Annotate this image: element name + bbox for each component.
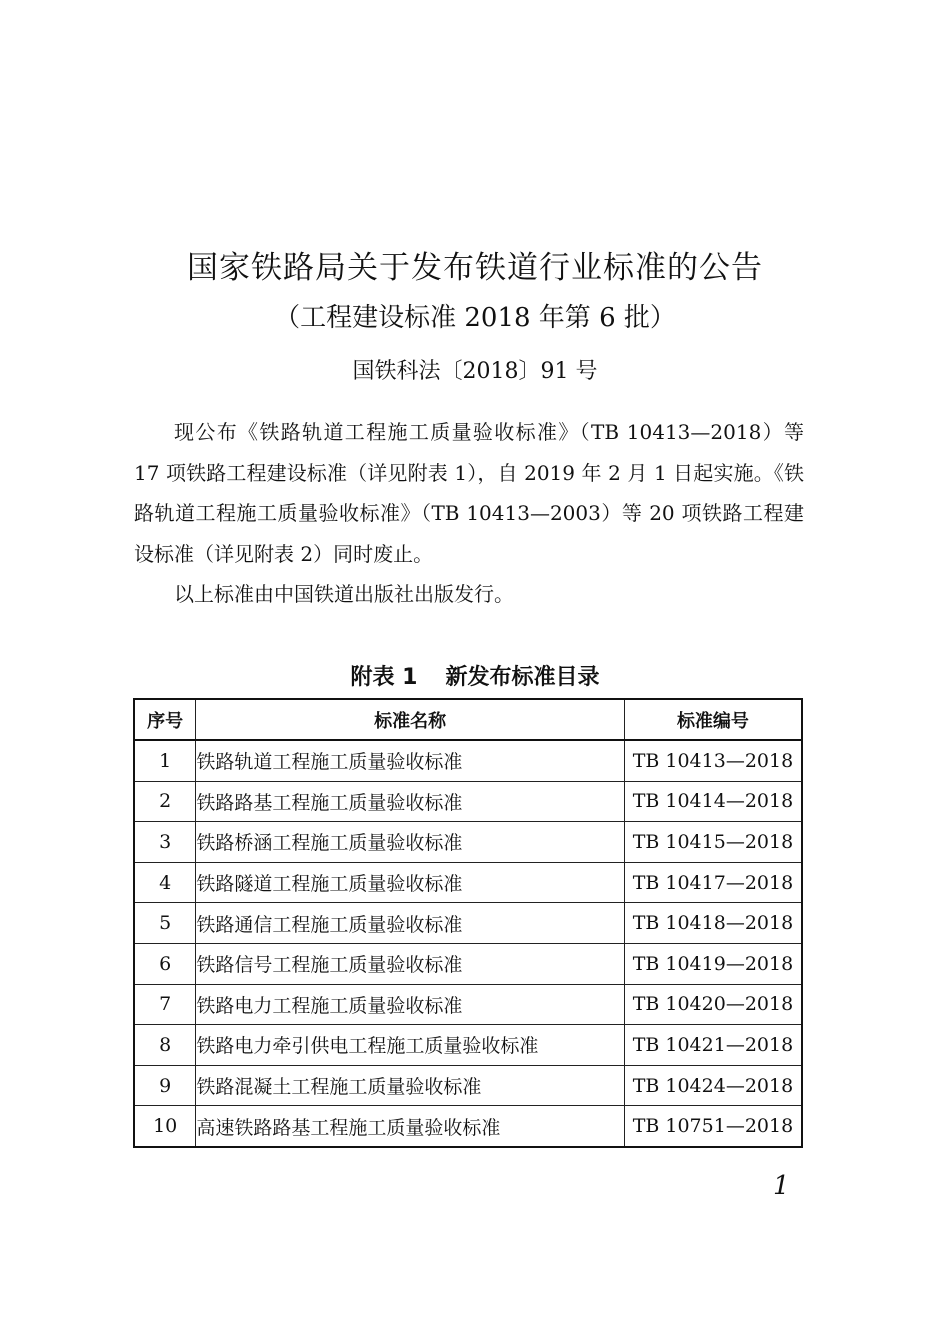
announcement-subtitle: （工程建设标准 2018 年第 6 批） — [274, 303, 676, 333]
header-standard-name: 标准名称 — [196, 699, 625, 740]
row-standard-name: 铁路桥涵工程施工质量验收标准 — [196, 822, 625, 863]
table-row — [134, 903, 802, 944]
table-row — [134, 740, 802, 781]
row-standard-name: 铁路电力工程施工质量验收标准 — [196, 984, 625, 1025]
table-row — [134, 1065, 802, 1106]
row-serial: 7 — [134, 984, 196, 1025]
row-standard-name: 铁路电力牵引供电工程施工质量验收标准 — [196, 1025, 625, 1066]
table-row — [134, 781, 802, 822]
row-standard-code: TB 10417—2018 — [624, 862, 802, 903]
row-serial: 3 — [134, 822, 196, 863]
row-serial: 6 — [134, 943, 196, 984]
table-header-row — [134, 699, 802, 740]
row-standard-code: TB 10424—2018 — [624, 1065, 802, 1106]
row-standard-name: 铁路隧道工程施工质量验收标准 — [196, 862, 625, 903]
table-row — [134, 822, 802, 863]
row-standard-name: 铁路通信工程施工质量验收标准 — [196, 903, 625, 944]
row-standard-code: TB 10420—2018 — [624, 984, 802, 1025]
header-serial: 序号 — [134, 699, 196, 740]
announcement-body — [134, 412, 804, 615]
table-caption — [0, 660, 950, 696]
table-row — [134, 862, 802, 903]
row-serial: 4 — [134, 862, 196, 903]
row-standard-name: 铁路信号工程施工质量验收标准 — [196, 943, 625, 984]
row-standard-code: TB 10413—2018 — [624, 740, 802, 781]
row-serial: 5 — [134, 903, 196, 944]
announcement-title: 国家铁路局关于发布铁道行业标准的公告 — [187, 250, 763, 286]
row-serial: 2 — [134, 781, 196, 822]
row-standard-code: TB 10414—2018 — [624, 781, 802, 822]
row-standard-code: TB 10751—2018 — [624, 1106, 802, 1147]
row-standard-name: 铁路混凝土工程施工质量验收标准 — [196, 1065, 625, 1106]
row-standard-name: 铁路轨道工程施工质量验收标准 — [196, 740, 625, 781]
table-caption-title: 新发布标准目录 — [445, 665, 600, 690]
row-standard-name: 铁路路基工程施工质量验收标准 — [196, 781, 625, 822]
document-number: 国铁科法〔2018〕91 号 — [352, 359, 598, 384]
body-paragraph-2: 以上标准由中国铁道出版社出版发行。 — [174, 582, 514, 606]
row-serial: 10 — [134, 1106, 196, 1147]
table-caption-label: 附表 1 — [350, 665, 418, 690]
row-standard-code: TB 10419—2018 — [624, 943, 802, 984]
page-number: 1 — [773, 1171, 790, 1201]
row-standard-code: TB 10421—2018 — [624, 1025, 802, 1066]
header-standard-code: 标准编号 — [624, 699, 802, 740]
body-paragraph-1: 现公布《铁路轨道工程施工质量验收标准》（TB 10413—2018）等 17 项铁路工程建设标准（详见附表 1），自 2019 年 2 月 1 日起实施。《铁路轨道工程施工质量验收标准》（TB 10413—2003）等 20 项铁路工程建设标准（详见附表 2）同时废止。 — [134, 420, 804, 566]
row-serial: 1 — [134, 740, 196, 781]
standards-table — [133, 698, 803, 1148]
table-row — [134, 943, 802, 984]
table-row — [134, 1025, 802, 1066]
table-row — [134, 1106, 802, 1147]
table-row — [134, 984, 802, 1025]
row-standard-code: TB 10415—2018 — [624, 822, 802, 863]
row-standard-name: 高速铁路路基工程施工质量验收标准 — [196, 1106, 625, 1147]
row-serial: 9 — [134, 1065, 196, 1106]
row-standard-code: TB 10418—2018 — [624, 903, 802, 944]
row-serial: 8 — [134, 1025, 196, 1066]
